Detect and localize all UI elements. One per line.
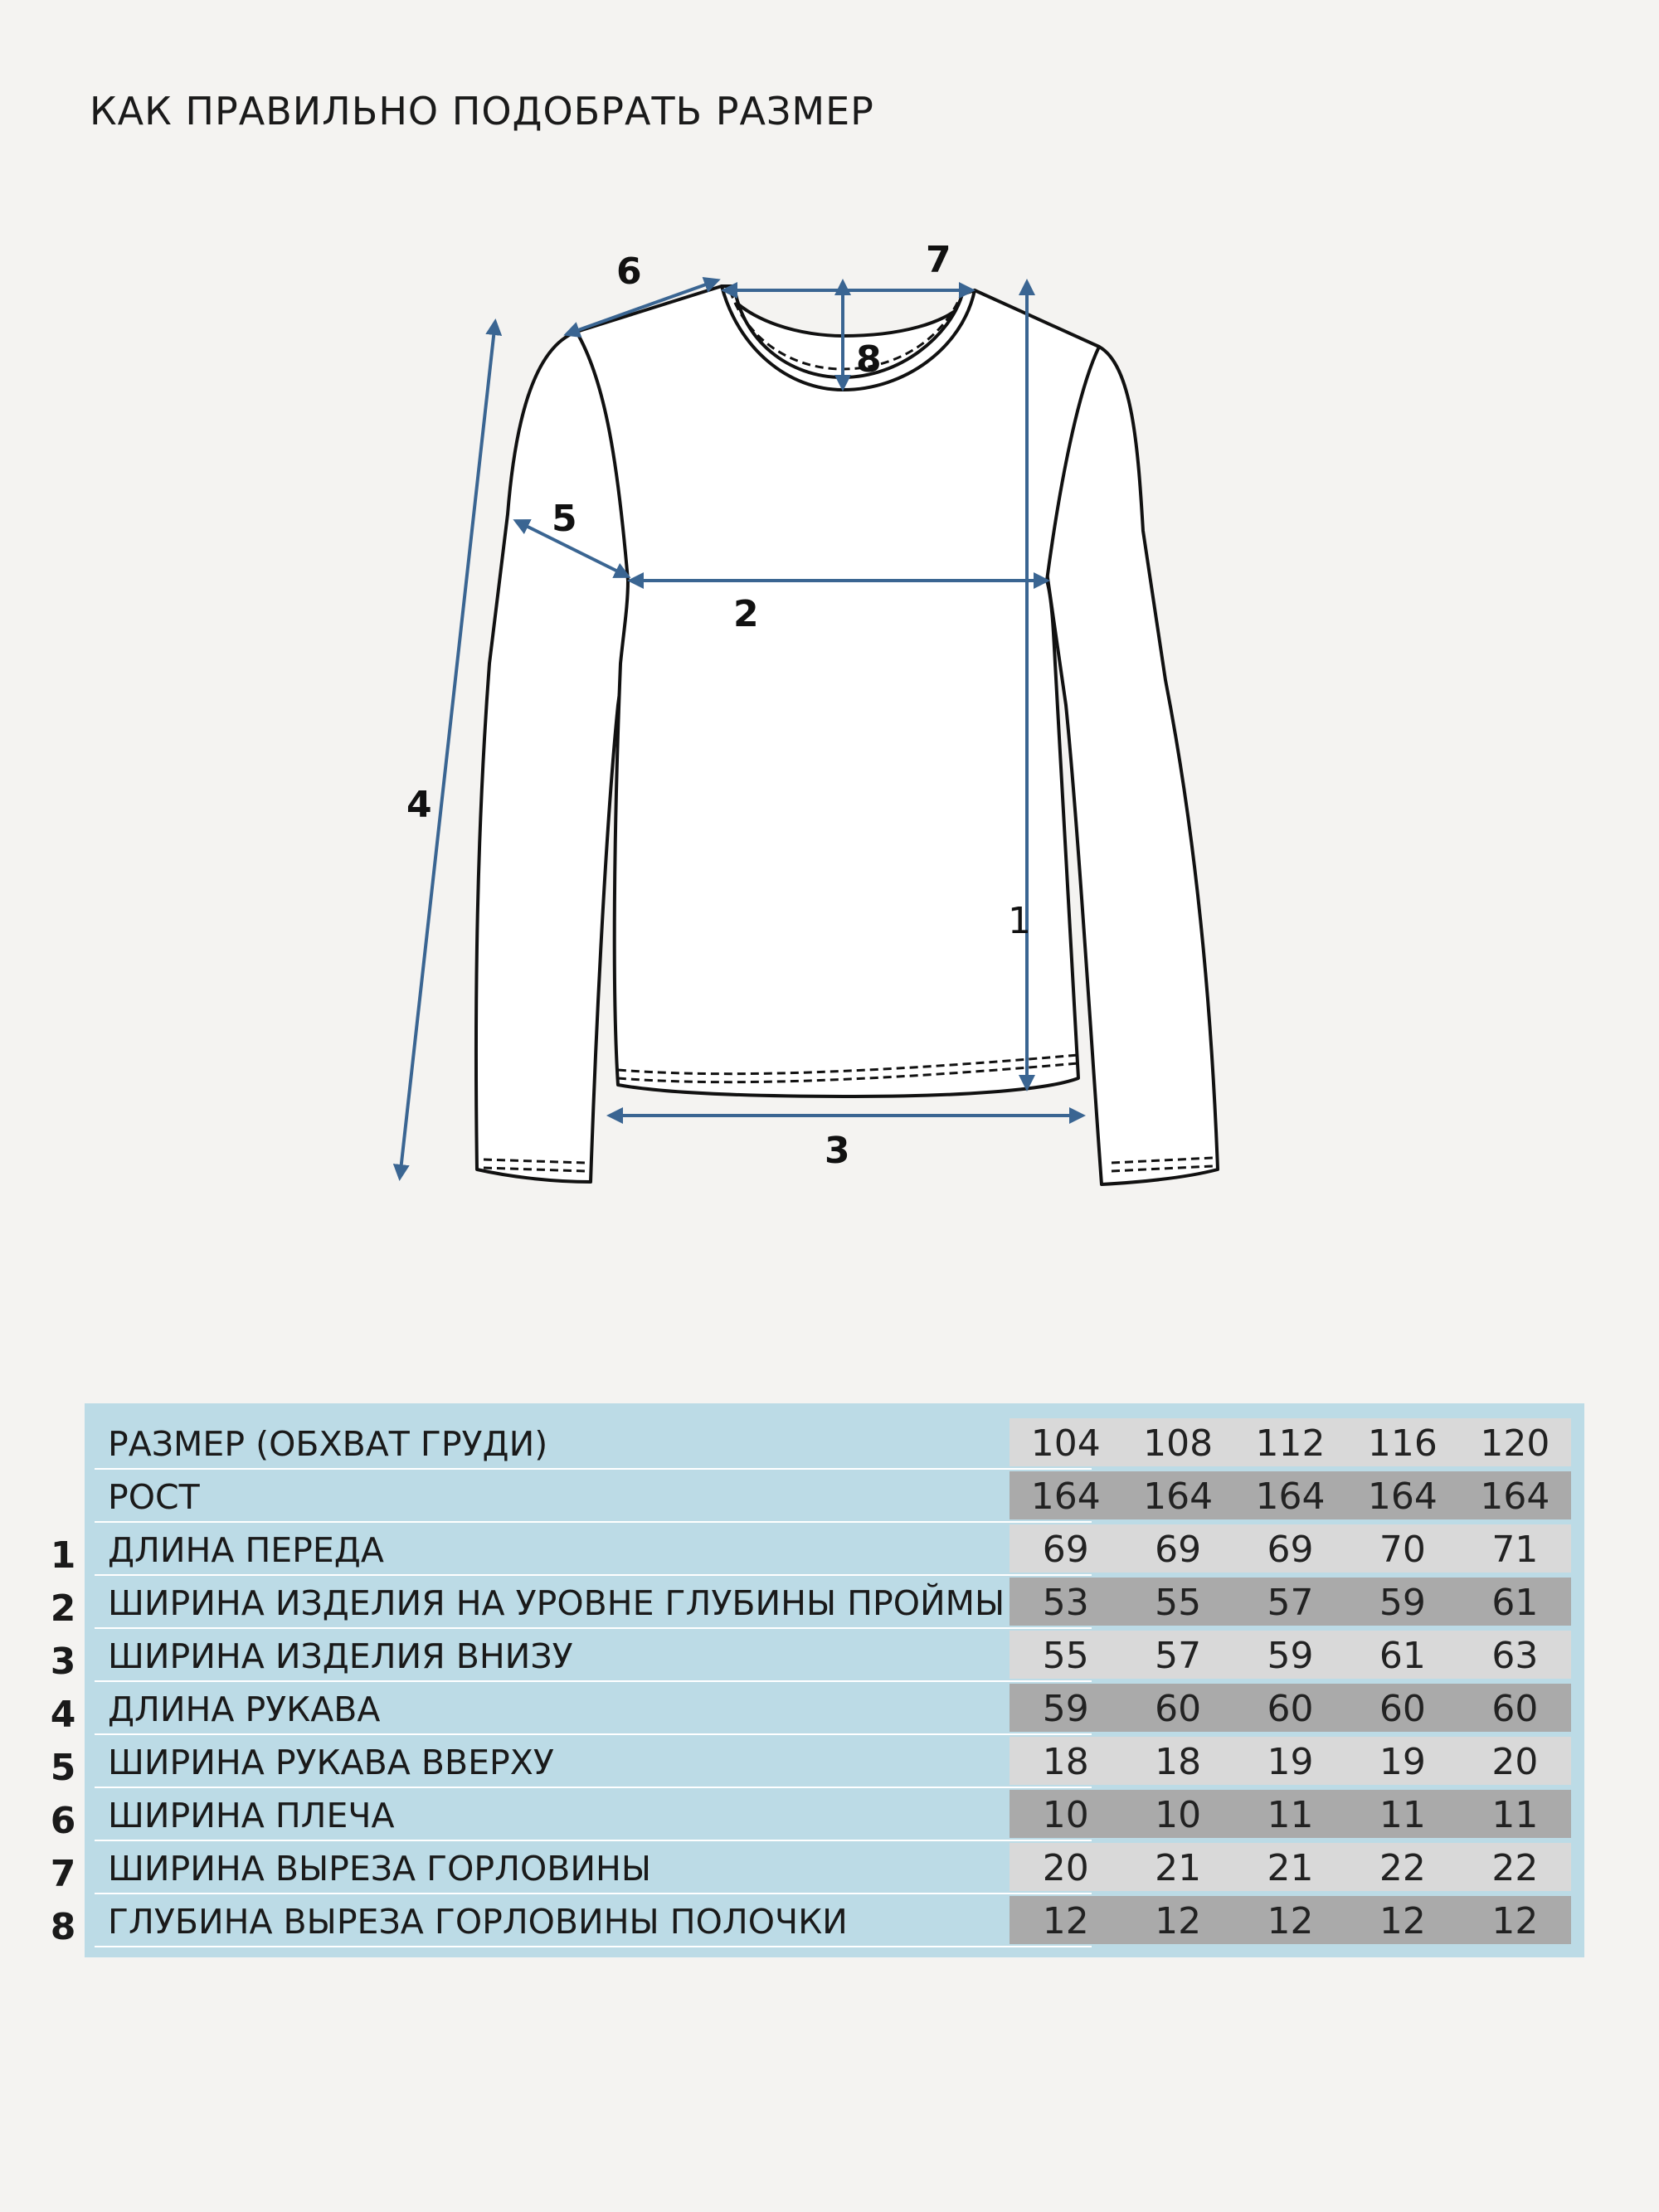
measurement-value: 19	[1379, 1741, 1426, 1783]
measurement-value: 60	[1155, 1688, 1202, 1730]
measurement-value: 18	[1042, 1741, 1089, 1783]
measurement-value: 60	[1491, 1688, 1539, 1730]
left-sleeve	[476, 332, 628, 1182]
row-number: 3	[50, 1641, 76, 1683]
height-label: РОСТ	[95, 1471, 1092, 1523]
height-value: 164	[1255, 1475, 1326, 1518]
measurement-values	[1010, 1524, 1571, 1573]
height-value: 164	[1367, 1475, 1438, 1518]
page-title: КАК ПРАВИЛЬНО ПОДОБРАТЬ РАЗМЕР	[90, 89, 874, 134]
size-value: 108	[1143, 1422, 1214, 1465]
header-values	[1010, 1418, 1571, 1466]
measure-label-3: 3	[825, 1130, 850, 1172]
height-value: 164	[1480, 1475, 1550, 1518]
row-number: 1	[50, 1534, 76, 1577]
measure-label-6: 6	[616, 250, 642, 293]
table-row	[85, 1524, 1584, 1578]
height-value: 164	[1030, 1475, 1101, 1518]
measurement-value: 22	[1491, 1847, 1539, 1889]
measurement-value: 57	[1267, 1582, 1314, 1624]
measurement-value: 11	[1491, 1794, 1539, 1836]
measurement-value: 69	[1267, 1529, 1314, 1571]
size-value: 116	[1367, 1422, 1438, 1465]
header-label: РАЗМЕР (ОБХВАТ ГРУДИ)	[95, 1418, 1092, 1470]
measurement-value: 12	[1267, 1900, 1314, 1942]
measurement-value: 20	[1042, 1847, 1089, 1889]
measurement-label: ШИРИНА ИЗДЕЛИЯ НА УРОВНЕ ГЛУБИНЫ ПРОЙМЫ	[95, 1578, 1092, 1629]
measurement-value: 57	[1155, 1635, 1202, 1677]
measure-label-8: 8	[856, 338, 882, 381]
measurement-label: ШИРИНА ИЗДЕЛИЯ ВНИЗУ	[95, 1631, 1092, 1682]
row-number: 8	[50, 1906, 76, 1948]
table-row	[85, 1843, 1584, 1896]
table-row	[85, 1631, 1584, 1684]
row-number: 2	[50, 1587, 76, 1630]
measure-label-1: 1	[1008, 900, 1031, 942]
measure-label-5: 5	[552, 498, 577, 540]
sweater-outline	[476, 286, 1218, 1184]
body	[577, 286, 1099, 1096]
measurement-values	[1010, 1631, 1571, 1679]
size-table	[85, 1403, 1584, 1957]
measurement-value: 20	[1491, 1741, 1539, 1783]
table-row	[85, 1737, 1584, 1790]
measurement-value: 60	[1267, 1688, 1314, 1730]
table-row	[85, 1684, 1584, 1737]
measurement-value: 59	[1042, 1688, 1089, 1730]
measurement-value: 59	[1379, 1582, 1426, 1624]
height-value: 164	[1143, 1475, 1214, 1518]
measurement-value: 60	[1379, 1688, 1426, 1730]
table-row	[85, 1896, 1584, 1949]
measurement-value: 55	[1042, 1635, 1089, 1677]
measurement-value: 61	[1491, 1582, 1539, 1624]
measurement-value: 61	[1379, 1635, 1426, 1677]
measure-label-7: 7	[926, 239, 951, 281]
table-height-row	[85, 1471, 1584, 1524]
measurement-value: 11	[1379, 1794, 1426, 1836]
row-number: 6	[50, 1800, 76, 1842]
measurement-value: 10	[1042, 1794, 1089, 1836]
measurement-value: 21	[1155, 1847, 1202, 1889]
measurement-values	[1010, 1737, 1571, 1785]
measurement-label: ДЛИНА ПЕРЕДА	[95, 1524, 1092, 1576]
measurement-value: 11	[1267, 1794, 1314, 1836]
measure-label-2: 2	[733, 593, 759, 635]
measurement-value: 19	[1267, 1741, 1314, 1783]
measurement-label: ШИРИНА ПЛЕЧА	[95, 1790, 1092, 1841]
measurement-value: 71	[1491, 1529, 1539, 1571]
measurement-values	[1010, 1843, 1571, 1891]
height-values	[1010, 1471, 1571, 1519]
measurement-value: 12	[1491, 1900, 1539, 1942]
row-number: 4	[50, 1694, 76, 1736]
measurement-value: 70	[1379, 1529, 1426, 1571]
measurement-values	[1010, 1896, 1571, 1944]
measurement-label: ДЛИНА РУКАВА	[95, 1684, 1092, 1735]
measure-label-4: 4	[406, 784, 432, 826]
measurement-label: ШИРИНА РУКАВА ВВЕРХУ	[95, 1737, 1092, 1788]
measurement-value: 21	[1267, 1847, 1314, 1889]
measurement-values	[1010, 1578, 1571, 1626]
measurement-label: ГЛУБИНА ВЫРЕЗА ГОРЛОВИНЫ ПОЛОЧКИ	[95, 1896, 1092, 1947]
measurement-value: 18	[1155, 1741, 1202, 1783]
measurement-value: 12	[1042, 1900, 1089, 1942]
measurement-value: 53	[1042, 1582, 1089, 1624]
table-row	[85, 1790, 1584, 1843]
size-value: 112	[1255, 1422, 1326, 1465]
measurement-value: 55	[1155, 1582, 1202, 1624]
measurement-values	[1010, 1684, 1571, 1732]
measurement-value: 59	[1267, 1635, 1314, 1677]
measurement-value: 69	[1042, 1529, 1089, 1571]
size-value: 104	[1030, 1422, 1101, 1465]
measurement-value: 12	[1379, 1900, 1426, 1942]
measurement-values	[1010, 1790, 1571, 1838]
size-value: 120	[1480, 1422, 1550, 1465]
measurement-value: 63	[1491, 1635, 1539, 1677]
measurement-value: 22	[1379, 1847, 1426, 1889]
row-number: 5	[50, 1747, 76, 1789]
measurement-label: ШИРИНА ВЫРЕЗА ГОРЛОВИНЫ	[95, 1843, 1092, 1894]
row-number: 7	[50, 1853, 76, 1895]
measurement-value: 69	[1155, 1529, 1202, 1571]
table-header-row	[85, 1418, 1584, 1471]
measurement-value: 10	[1155, 1794, 1202, 1836]
table-row	[85, 1578, 1584, 1631]
measurement-value: 12	[1155, 1900, 1202, 1942]
